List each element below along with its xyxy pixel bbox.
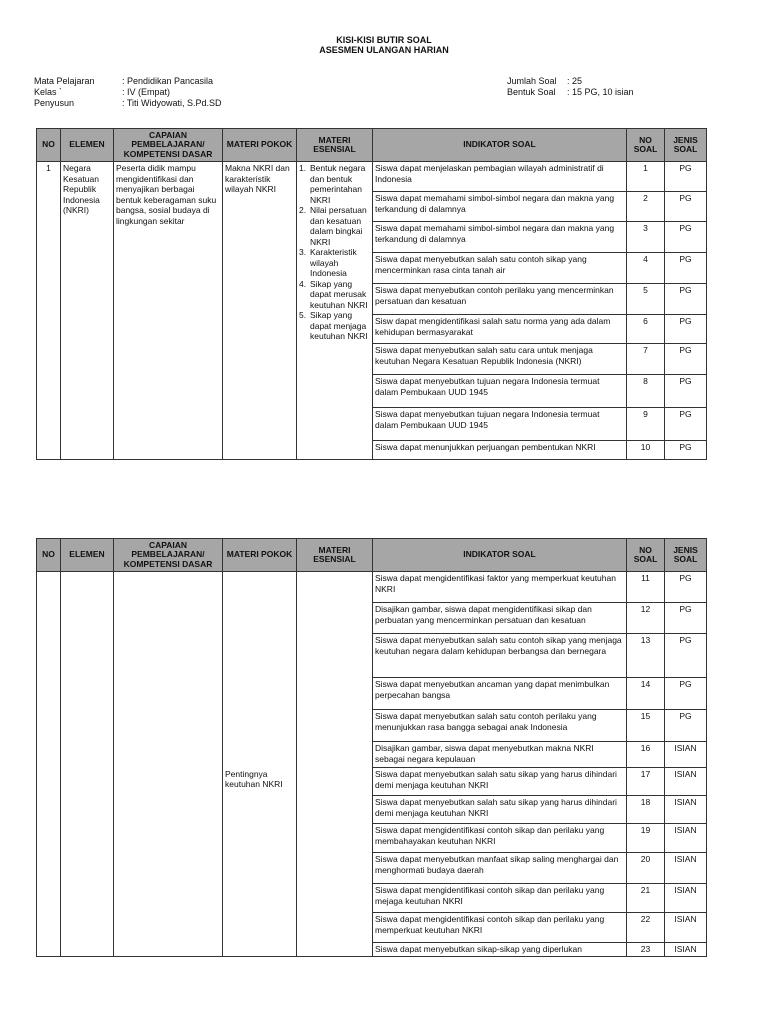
meta-value: : IV (Empat) bbox=[122, 87, 171, 97]
col-header-capaian: CAPAIAN PEMBELAJARAN/ KOMPETENSI DASAR bbox=[114, 539, 223, 572]
list-item-number: 2. bbox=[299, 205, 307, 215]
indikator-cell: Disajikan gambar, siswa dapat menyebutkan makna NKRI sebagai negara kepulauan bbox=[373, 742, 627, 768]
no-soal-cell: 23 bbox=[627, 943, 665, 957]
col-header-jenis-soal: JENIS SOAL bbox=[665, 129, 707, 162]
jenis-soal-cell: ISIAN bbox=[665, 796, 707, 824]
col-header-materi-pokok: MATERI POKOK bbox=[223, 539, 297, 572]
meta-left bbox=[34, 76, 222, 109]
meta-row-form bbox=[507, 87, 634, 98]
jenis-soal-cell: PG bbox=[665, 572, 707, 603]
jenis-soal-cell: PG bbox=[665, 375, 707, 408]
indikator-cell: Siswa dapat menyebutkan tujuan negara Indonesia termuat dalam Pembukaan UUD 1945 bbox=[373, 375, 627, 408]
indikator-cell: Siswa dapat memahami simbol-simbol negara dan makna yang terkandung di dalamnya bbox=[373, 192, 627, 222]
meta-label: Bentuk Soal bbox=[507, 87, 556, 97]
jenis-soal-cell: PG bbox=[665, 192, 707, 222]
no-soal-cell: 12 bbox=[627, 603, 665, 634]
meta-row-author bbox=[34, 98, 222, 109]
jenis-soal-cell: ISIAN bbox=[665, 824, 707, 853]
capaian-cell bbox=[114, 572, 223, 957]
col-header-no-soal: NO SOAL bbox=[627, 539, 665, 572]
list-item-text: Sikap yang dapat merusak keutuhan NKRI bbox=[310, 278, 368, 310]
indikator-cell: Siswa dapat memahami simbol-simbol negara dan makna yang terkandung di dalamnya bbox=[373, 222, 627, 253]
meta-label: Kelas ` bbox=[34, 87, 63, 97]
col-header-materi-esensial: MATERI ESENSIAL bbox=[297, 129, 373, 162]
materi-pokok-cell bbox=[223, 572, 297, 768]
jenis-soal-cell: ISIAN bbox=[665, 768, 707, 796]
list-item-number: 4. bbox=[299, 278, 307, 289]
elemen-number: 1 bbox=[37, 162, 61, 460]
no-soal-cell: 15 bbox=[627, 710, 665, 742]
indikator-cell: Siswa dapat menyebutkan manfaat sikap saling menghargai dan menghormati budaya daerah bbox=[373, 853, 627, 884]
materi-pokok-cell: Pentingnya keutuhan NKRI bbox=[223, 768, 297, 957]
meta-label: Jumlah Soal bbox=[507, 76, 557, 86]
indikator-cell: Siswa dapat menyebutkan salah satu cara untuk menjaga keutuhan Negara Kesatuan Republik Indonesia (NKRI) bbox=[373, 344, 627, 375]
materi-esensial-cell bbox=[297, 162, 373, 460]
indikator-cell: Sisw dapat mengidentifikasi salah satu norma yang ada dalam kehidupan bermasyarakat bbox=[373, 315, 627, 344]
jenis-soal-cell: ISIAN bbox=[665, 943, 707, 957]
list-item bbox=[299, 247, 370, 279]
no-soal-cell: 6 bbox=[627, 315, 665, 344]
jenis-soal-cell: PG bbox=[665, 603, 707, 634]
col-header-indikator: INDIKATOR SOAL bbox=[373, 539, 627, 572]
col-header-materi-pokok: MATERI POKOK bbox=[223, 129, 297, 162]
indikator-cell: Siswa dapat menyebutkan salah satu contoh perilaku yang menunjukkan rasa bangga sebagai anak Indonesia bbox=[373, 710, 627, 742]
no-soal-cell: 3 bbox=[627, 222, 665, 253]
jenis-soal-cell: PG bbox=[665, 408, 707, 441]
elemen-number bbox=[37, 572, 61, 957]
col-header-jenis-soal: JENIS SOAL bbox=[665, 539, 707, 572]
indikator-cell: Siswa dapat menyebutkan sikap-sikap yang diperlukan bbox=[373, 943, 627, 957]
meta-label: Penyusun bbox=[34, 98, 75, 108]
jenis-soal-cell: PG bbox=[665, 441, 707, 460]
no-soal-cell: 16 bbox=[627, 742, 665, 768]
col-header-capaian: CAPAIAN PEMBELAJARAN/ KOMPETENSI DASAR bbox=[114, 129, 223, 162]
indikator-cell: Siswa dapat mengidentifikasi contoh sikap dan perilaku yang membahayakan keutuhan NKRI bbox=[373, 824, 627, 853]
no-soal-cell: 5 bbox=[627, 284, 665, 315]
list-item-text: Bentuk negara dan bentuk pemerintahan NKRI bbox=[310, 163, 366, 205]
kisi-table-2 bbox=[36, 538, 707, 957]
no-soal-cell: 1 bbox=[627, 162, 665, 192]
no-soal-cell: 10 bbox=[627, 441, 665, 460]
list-item bbox=[299, 279, 370, 311]
meta-value: : Pendidikan Pancasila bbox=[122, 76, 214, 86]
col-header-no: NO bbox=[37, 539, 61, 572]
document-title: KISI-KISI BUTIR SOAL bbox=[336, 35, 432, 45]
no-soal-cell: 21 bbox=[627, 884, 665, 913]
list-item bbox=[299, 163, 370, 205]
list-item-number: 1. bbox=[299, 163, 307, 173]
indikator-cell: Siswa dapat menyebutkan contoh perilaku yang mencerminkan persatuan dan kesatuan bbox=[373, 284, 627, 315]
table-header-row bbox=[37, 539, 707, 572]
indikator-cell: Siswa dapat menyebutkan salah satu contoh sikap yang mencerminkan rasa cinta tanah air bbox=[373, 253, 627, 284]
no-soal-cell: 18 bbox=[627, 796, 665, 824]
capaian-cell: Peserta didik mampu mengidentifikasi dan menyajikan berbagai bentuk keberagaman suku bangsa, sosial budaya di lingkungan sekitar bbox=[114, 162, 223, 460]
no-soal-cell: 13 bbox=[627, 634, 665, 678]
list-item-text: Nilai persatuan dan kesatuan dalam bingkai NKRI bbox=[310, 205, 367, 247]
jenis-soal-cell: PG bbox=[665, 222, 707, 253]
jenis-soal-cell: PG bbox=[665, 634, 707, 678]
indikator-cell: Siswa dapat menyebutkan salah satu contoh sikap yang menjaga keutuhan negara dalam kehidupan berbangsa dan bernegara bbox=[373, 634, 627, 678]
jenis-soal-cell: ISIAN bbox=[665, 853, 707, 884]
meta-right bbox=[507, 76, 634, 98]
jenis-soal-cell: ISIAN bbox=[665, 884, 707, 913]
indikator-cell: Siswa dapat mengidentifikasi contoh sikap dan perilaku yang memperkuat keutuhan NKRI bbox=[373, 913, 627, 943]
indikator-cell: Siswa dapat menyebutkan tujuan negara Indonesia termuat dalam Pembukaan UUD 1945 bbox=[373, 408, 627, 441]
jenis-soal-cell: PG bbox=[665, 253, 707, 284]
elemen-cell: Negara Kesatuan Republik Indonesia (NKRI) bbox=[61, 162, 114, 460]
meta-label: Mata Pelajaran bbox=[34, 76, 95, 86]
col-header-no: NO bbox=[37, 129, 61, 162]
no-soal-cell: 17 bbox=[627, 768, 665, 796]
col-header-indikator: INDIKATOR SOAL bbox=[373, 129, 627, 162]
jenis-soal-cell: PG bbox=[665, 678, 707, 710]
list-item bbox=[299, 310, 370, 342]
kisi-table-1 bbox=[36, 128, 707, 460]
jenis-soal-cell: ISIAN bbox=[665, 913, 707, 943]
list-item-number: 3. bbox=[299, 247, 307, 257]
list-item-text: Karakteristik wilayah Indonesia bbox=[310, 247, 357, 278]
meta-row-subject bbox=[34, 76, 222, 87]
materi-esensial-cell bbox=[297, 572, 373, 957]
indikator-cell: Siswa dapat menjelaskan pembagian wilayah administratif di Indonesia bbox=[373, 162, 627, 192]
col-header-elemen: ELEMEN bbox=[61, 539, 114, 572]
jenis-soal-cell: PG bbox=[665, 344, 707, 375]
indikator-cell: Siswa dapat mengidentifikasi contoh sikap dan perilaku yang mejaga keutuhan NKRI bbox=[373, 884, 627, 913]
no-soal-cell: 22 bbox=[627, 913, 665, 943]
list-item bbox=[299, 205, 370, 247]
col-header-materi-esensial: MATERI ESENSIAL bbox=[297, 539, 373, 572]
meta-value: : 15 PG, 10 isian bbox=[567, 87, 634, 97]
list-item-text: Sikap yang dapat menjaga keutuhan NKRI bbox=[310, 310, 368, 341]
jenis-soal-cell: PG bbox=[665, 284, 707, 315]
indikator-cell: Siswa dapat menyebutkan salah satu sikap yang harus dihindari demi menjaga keutuhan NKRI bbox=[373, 796, 627, 824]
jenis-soal-cell: PG bbox=[665, 315, 707, 344]
table-row bbox=[37, 572, 707, 603]
col-header-no-soal: NO SOAL bbox=[627, 129, 665, 162]
table-header-row bbox=[37, 129, 707, 162]
document-subtitle: ASESMEN ULANGAN HARIAN bbox=[319, 45, 449, 55]
no-soal-cell: 2 bbox=[627, 192, 665, 222]
elemen-cell bbox=[61, 572, 114, 957]
jenis-soal-cell: ISIAN bbox=[665, 742, 707, 768]
no-soal-cell: 7 bbox=[627, 344, 665, 375]
no-soal-cell: 9 bbox=[627, 408, 665, 441]
no-soal-cell: 8 bbox=[627, 375, 665, 408]
col-header-elemen: ELEMEN bbox=[61, 129, 114, 162]
no-soal-cell: 4 bbox=[627, 253, 665, 284]
list-item-number: 5. bbox=[299, 310, 307, 320]
meta-value: : Titi Widyowati, S.Pd.SD bbox=[122, 98, 222, 108]
no-soal-cell: 19 bbox=[627, 824, 665, 853]
meta-row-total bbox=[507, 76, 634, 87]
no-soal-cell: 20 bbox=[627, 853, 665, 884]
meta-value: : 25 bbox=[567, 76, 583, 86]
indikator-cell: Siswa dapat menunjukkan perjuangan pembentukan NKRI bbox=[373, 441, 627, 460]
materi-pokok-cell: Makna NKRI dan karakteristik wilayah NKRI bbox=[223, 162, 297, 460]
indikator-cell: Siswa dapat mengidentifikasi faktor yang memperkuat keutuhan NKRI bbox=[373, 572, 627, 603]
indikator-cell: Disajikan gambar, siswa dapat mengidentifikasi sikap dan perbuatan yang mencerminkan persatuan dan kesatuan bbox=[373, 603, 627, 634]
jenis-soal-cell: PG bbox=[665, 162, 707, 192]
no-soal-cell: 11 bbox=[627, 572, 665, 603]
jenis-soal-cell: PG bbox=[665, 710, 707, 742]
meta-row-class bbox=[34, 87, 222, 98]
indikator-cell: Siswa dapat menyebutkan ancaman yang dapat menimbulkan perpecahan bangsa bbox=[373, 678, 627, 710]
materi-esensial-list bbox=[299, 163, 370, 342]
table-row bbox=[37, 162, 707, 192]
indikator-cell: Siswa dapat menyebutkan salah satu sikap yang harus dihindari demi menjaga keutuhan NKRI bbox=[373, 768, 627, 796]
no-soal-cell: 14 bbox=[627, 678, 665, 710]
